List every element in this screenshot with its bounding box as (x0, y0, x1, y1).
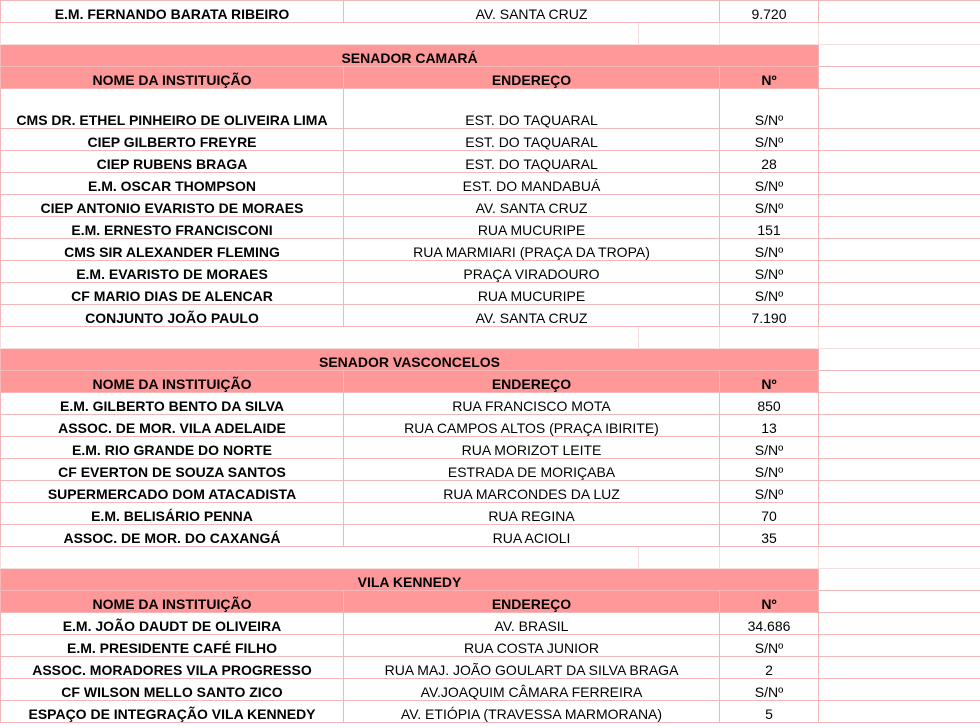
address-cell: AV. SANTA CRUZ (344, 305, 720, 327)
column-header-row (1, 591, 980, 613)
empty-cell (819, 261, 980, 283)
address-cell: RUA MAJ. JOÃO GOULART DA SILVA BRAGA (344, 657, 720, 679)
address-cell: AV. SANTA CRUZ (344, 195, 720, 217)
header-number: Nº (720, 371, 819, 393)
table-row (1, 305, 980, 327)
number-cell: 850 (720, 393, 819, 415)
address-cell: PRAÇA VIRADOURO (344, 261, 720, 283)
number-cell: S/Nº (720, 459, 819, 481)
empty-cell (1, 23, 639, 45)
empty-cell (819, 239, 980, 261)
table-row (1, 613, 980, 635)
empty-cell (720, 23, 819, 45)
empty-cell (639, 327, 720, 349)
empty-cell (819, 569, 980, 591)
number-cell: 151 (720, 217, 819, 239)
column-header-row (1, 371, 980, 393)
empty-cell (1, 327, 639, 349)
empty-cell (819, 591, 980, 613)
address-cell: EST. DO TAQUARAL (344, 129, 720, 151)
empty-cell (819, 415, 980, 437)
empty-cell (819, 89, 980, 129)
institution-name-cell: ASSOC. DE MOR. DO CAXANGÁ (1, 525, 344, 547)
empty-cell (720, 547, 819, 569)
table-row (1, 437, 980, 459)
address-cell: RUA REGINA (344, 503, 720, 525)
number-cell: S/Nº (720, 283, 819, 305)
empty-cell (819, 613, 980, 635)
header-address: ENDEREÇO (344, 67, 720, 89)
address-cell: ESTRADA DE MORIÇABA (344, 459, 720, 481)
table-row (1, 173, 980, 195)
institution-name-cell: E.M. GILBERTO BENTO DA SILVA (1, 393, 344, 415)
institution-name-cell: CF WILSON MELLO SANTO ZICO (1, 679, 344, 701)
empty-cell (819, 635, 980, 657)
empty-cell (819, 525, 980, 547)
header-address: ENDEREÇO (344, 591, 720, 613)
institution-name-cell: E.M. EVARISTO DE MORAES (1, 261, 344, 283)
address-cell: AV. SANTA CRUZ (344, 1, 720, 23)
empty-cell (819, 151, 980, 173)
table-row (1, 283, 980, 305)
institution-name-cell: CF MARIO DIAS DE ALENCAR (1, 283, 344, 305)
region-header-row (1, 569, 980, 591)
institution-name-cell: ASSOC. MORADORES VILA PROGRESSO (1, 657, 344, 679)
address-cell: RUA MUCURIPE (344, 217, 720, 239)
empty-cell (819, 503, 980, 525)
number-cell: 9.720 (720, 1, 819, 23)
blank-row (1, 23, 980, 45)
empty-cell (819, 305, 980, 327)
number-cell: S/Nº (720, 679, 819, 701)
region-title: SENADOR CAMARÁ (1, 45, 819, 67)
empty-cell (819, 45, 980, 67)
institution-name-cell: E.M. RIO GRANDE DO NORTE (1, 437, 344, 459)
empty-cell (819, 327, 980, 349)
empty-cell (819, 67, 980, 89)
blank-row (1, 547, 980, 569)
number-cell: 2 (720, 657, 819, 679)
table-row (1, 679, 980, 701)
address-cell: AV. ETIÓPIA (TRAVESSA MARMORANA) (344, 701, 720, 723)
number-cell: S/Nº (720, 129, 819, 151)
table-body (1, 1, 980, 723)
institution-name-cell: ASSOC. DE MOR. VILA ADELAIDE (1, 415, 344, 437)
number-cell: 28 (720, 151, 819, 173)
institution-name-cell: E.M. FERNANDO BARATA RIBEIRO (1, 1, 344, 23)
empty-cell (819, 1, 980, 23)
table-row (1, 525, 980, 547)
header-name: NOME DA INSTITUIÇÃO (1, 67, 344, 89)
empty-cell (819, 23, 980, 45)
address-cell: RUA MORIZOT LEITE (344, 437, 720, 459)
table-row (1, 635, 980, 657)
table-row (1, 393, 980, 415)
empty-cell (819, 349, 980, 371)
empty-cell (819, 283, 980, 305)
number-cell: 70 (720, 503, 819, 525)
table-row (1, 657, 980, 679)
table-row (1, 261, 980, 283)
region-header-row (1, 349, 980, 371)
empty-cell (819, 173, 980, 195)
number-cell: S/Nº (720, 195, 819, 217)
table-row (1, 481, 980, 503)
empty-cell (819, 481, 980, 503)
number-cell: S/Nº (720, 481, 819, 503)
number-cell: 5 (720, 701, 819, 723)
table-row (1, 459, 980, 481)
address-cell: AV.JOAQUIM CÂMARA FERREIRA (344, 679, 720, 701)
table-row (1, 503, 980, 525)
number-cell: S/Nº (720, 261, 819, 283)
region-header-row (1, 45, 980, 67)
table-row (1, 217, 980, 239)
address-cell: RUA MARCONDES DA LUZ (344, 481, 720, 503)
empty-cell (819, 547, 980, 569)
empty-cell (639, 23, 720, 45)
header-name: NOME DA INSTITUIÇÃO (1, 591, 344, 613)
number-cell: S/Nº (720, 89, 819, 129)
empty-cell (1, 547, 639, 569)
table-row (1, 129, 980, 151)
empty-cell (819, 459, 980, 481)
table-row (1, 415, 980, 437)
address-cell: RUA MUCURIPE (344, 283, 720, 305)
number-cell: 35 (720, 525, 819, 547)
empty-cell (819, 657, 980, 679)
empty-cell (819, 437, 980, 459)
empty-cell (639, 547, 720, 569)
table-row (1, 1, 980, 23)
institution-name-cell: CIEP ANTONIO EVARISTO DE MORAES (1, 195, 344, 217)
address-cell: EST. DO TAQUARAL (344, 151, 720, 173)
institution-name-cell: SUPERMERCADO DOM ATACADISTA (1, 481, 344, 503)
table-row (1, 239, 980, 261)
empty-cell (720, 327, 819, 349)
header-address: ENDEREÇO (344, 371, 720, 393)
empty-cell (819, 679, 980, 701)
address-cell: RUA ACIOLI (344, 525, 720, 547)
institution-name-cell: ESPAÇO DE INTEGRAÇÃO VILA KENNEDY (1, 701, 344, 723)
region-title: SENADOR VASCONCELOS (1, 349, 819, 371)
empty-cell (819, 393, 980, 415)
number-cell: S/Nº (720, 173, 819, 195)
institution-name-cell: E.M. BELISÁRIO PENNA (1, 503, 344, 525)
empty-cell (819, 195, 980, 217)
institution-name-cell: CONJUNTO JOÃO PAULO (1, 305, 344, 327)
empty-cell (819, 701, 980, 723)
header-number: Nº (720, 67, 819, 89)
institution-name-cell: CMS DR. ETHEL PINHEIRO DE OLIVEIRA LIMA (1, 89, 344, 129)
address-cell: EST. DO MANDABUÁ (344, 173, 720, 195)
number-cell: 7.190 (720, 305, 819, 327)
institution-name-cell: CIEP GILBERTO FREYRE (1, 129, 344, 151)
number-cell: S/Nº (720, 635, 819, 657)
header-number: Nº (720, 591, 819, 613)
institution-name-cell: E.M. JOÃO DAUDT DE OLIVEIRA (1, 613, 344, 635)
institution-name-cell: CIEP RUBENS BRAGA (1, 151, 344, 173)
address-cell: RUA COSTA JUNIOR (344, 635, 720, 657)
number-cell: S/Nº (720, 239, 819, 261)
number-cell: 34.686 (720, 613, 819, 635)
institution-name-cell: CF EVERTON DE SOUZA SANTOS (1, 459, 344, 481)
address-cell: RUA MARMIARI (PRAÇA DA TROPA) (344, 239, 720, 261)
table-row (1, 195, 980, 217)
institution-name-cell: E.M. ERNESTO FRANCISCONI (1, 217, 344, 239)
number-cell: S/Nº (720, 437, 819, 459)
header-name: NOME DA INSTITUIÇÃO (1, 371, 344, 393)
region-title: VILA KENNEDY (1, 569, 819, 591)
column-header-row (1, 67, 980, 89)
number-cell: 13 (720, 415, 819, 437)
institution-name-cell: E.M. OSCAR THOMPSON (1, 173, 344, 195)
address-cell: AV. BRASIL (344, 613, 720, 635)
empty-cell (819, 217, 980, 239)
address-cell: EST. DO TAQUARAL (344, 89, 720, 129)
address-cell: RUA FRANCISCO MOTA (344, 393, 720, 415)
empty-cell (819, 129, 980, 151)
blank-row (1, 327, 980, 349)
table-row (1, 701, 980, 723)
table-row (1, 89, 980, 129)
empty-cell (819, 371, 980, 393)
institution-name-cell: CMS SIR ALEXANDER FLEMING (1, 239, 344, 261)
institution-name-cell: E.M. PRESIDENTE CAFÉ FILHO (1, 635, 344, 657)
table-row (1, 151, 980, 173)
address-cell: RUA CAMPOS ALTOS (PRAÇA IBIRITE) (344, 415, 720, 437)
